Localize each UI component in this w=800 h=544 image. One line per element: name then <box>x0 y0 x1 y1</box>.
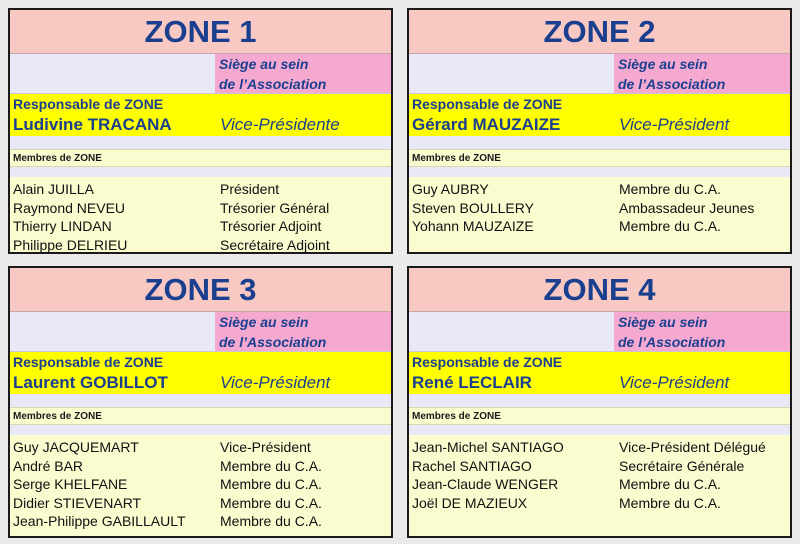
member-name: Thierry LINDAN <box>13 218 112 235</box>
responsable-name: Ludivine TRACANA <box>13 115 172 134</box>
responsable-label: Responsable de ZONE <box>412 96 563 112</box>
responsable-row <box>10 94 391 136</box>
responsable-role: Vice-Président <box>220 373 331 392</box>
member-name: Steven BOULLERY <box>412 199 534 216</box>
siege-label <box>614 54 790 93</box>
spacer <box>409 136 790 149</box>
member-role: Trésorier Général <box>220 199 330 216</box>
member-name: Rachel SANTIAGO <box>412 457 532 474</box>
member-role: Vice-Président Délégué <box>619 439 766 455</box>
member-row <box>10 458 391 477</box>
responsable-role: Vice-Présidente <box>220 115 340 134</box>
zone-2-panel <box>407 8 792 254</box>
siege-line2: de l’Association <box>219 76 327 92</box>
member-row <box>409 495 790 514</box>
siege-header <box>10 54 391 94</box>
responsable-role: Vice-Président <box>619 373 730 392</box>
member-role: Ambassadeur Jeunes <box>619 199 755 216</box>
member-role: Membre du C.A. <box>220 513 322 530</box>
member-row <box>10 218 391 237</box>
members-list <box>409 435 790 513</box>
responsable-role: Vice-Président <box>619 115 730 134</box>
member-role: Secrétaire Générale <box>619 457 745 474</box>
members-list <box>10 177 391 254</box>
member-row <box>10 513 391 532</box>
member-role: Secrétaire Adjoint <box>220 236 330 253</box>
member-name: Jean-Claude WENGER <box>412 476 559 493</box>
siege-header <box>10 312 391 352</box>
responsable-row <box>10 352 391 394</box>
member-role: Membre du C.A. <box>220 457 322 474</box>
member-row <box>409 181 790 200</box>
member-name: Didier STIEVENART <box>13 494 142 511</box>
member-row <box>409 476 790 495</box>
member-row <box>10 237 391 254</box>
member-role: Membre du C.A. <box>619 218 721 235</box>
member-row <box>10 439 391 458</box>
siege-line2: de l’Association <box>618 334 726 350</box>
member-row <box>10 476 391 495</box>
siege-line1: Siège au sein <box>219 56 309 72</box>
spacer <box>10 136 391 149</box>
responsable-label: Responsable de ZONE <box>13 354 164 370</box>
members-list <box>10 435 391 532</box>
member-role: Membre du C.A. <box>619 494 721 511</box>
zone-title: ZONE 3 <box>10 268 391 312</box>
spacer <box>409 167 790 177</box>
zone-3-panel <box>8 266 393 538</box>
member-row <box>409 458 790 477</box>
member-role: Membre du C.A. <box>619 181 721 197</box>
membres-label: Membres de ZONE <box>10 407 391 425</box>
member-role: Président <box>220 181 280 197</box>
member-name: Guy JACQUEMART <box>13 439 139 455</box>
responsable-name: René LECLAIR <box>412 373 532 392</box>
siege-header <box>409 54 790 94</box>
spacer <box>409 394 790 407</box>
siege-line2: de l’Association <box>618 76 726 92</box>
zone-title: ZONE 4 <box>409 268 790 312</box>
member-row <box>10 200 391 219</box>
membres-label: Membres de ZONE <box>409 149 790 167</box>
member-row <box>409 200 790 219</box>
zone-1-panel <box>8 8 393 254</box>
siege-line2: de l’Association <box>219 334 327 350</box>
siege-label <box>614 312 790 351</box>
member-role: Membre du C.A. <box>220 476 322 493</box>
spacer <box>10 167 391 177</box>
members-list <box>409 177 790 237</box>
member-role: Membre du C.A. <box>220 494 322 511</box>
responsable-row <box>409 94 790 136</box>
member-name: Guy AUBRY <box>412 181 489 197</box>
siege-line1: Siège au sein <box>219 314 309 330</box>
zone-title: ZONE 2 <box>409 10 790 54</box>
responsable-label: Responsable de ZONE <box>13 96 164 112</box>
siege-label <box>215 312 391 351</box>
zone-4-panel <box>407 266 792 538</box>
spacer <box>409 425 790 435</box>
member-row <box>10 181 391 200</box>
member-name: Alain JUILLA <box>13 181 94 197</box>
responsable-label: Responsable de ZONE <box>412 354 563 370</box>
member-name: André BAR <box>13 457 84 474</box>
siege-label <box>215 54 391 93</box>
spacer <box>10 425 391 435</box>
member-name: Yohann MAUZAIZE <box>412 218 534 235</box>
member-row <box>409 439 790 458</box>
member-name: Philippe DELRIEU <box>13 236 128 253</box>
zone-title: ZONE 1 <box>10 10 391 54</box>
responsable-name: Gérard MAUZAIZE <box>412 115 561 134</box>
responsable-name: Laurent GOBILLOT <box>13 373 168 392</box>
siege-line1: Siège au sein <box>618 56 708 72</box>
member-role: Membre du C.A. <box>619 476 721 493</box>
spacer <box>10 394 391 407</box>
membres-label: Membres de ZONE <box>10 149 391 167</box>
member-role: Vice-Président <box>220 439 311 455</box>
member-name: Serge KHELFANE <box>13 476 128 493</box>
siege-header <box>409 312 790 352</box>
member-name: Raymond NEVEU <box>13 199 126 216</box>
member-name: Jean-Michel SANTIAGO <box>412 439 564 455</box>
siege-line1: Siège au sein <box>618 314 708 330</box>
member-row <box>409 218 790 237</box>
member-role: Trésorier Adjoint <box>220 218 322 235</box>
responsable-row <box>409 352 790 394</box>
member-name: Jean-Philippe GABILLAULT <box>13 513 186 530</box>
member-name: Joël DE MAZIEUX <box>412 494 528 511</box>
member-row <box>10 495 391 514</box>
membres-label: Membres de ZONE <box>409 407 790 425</box>
